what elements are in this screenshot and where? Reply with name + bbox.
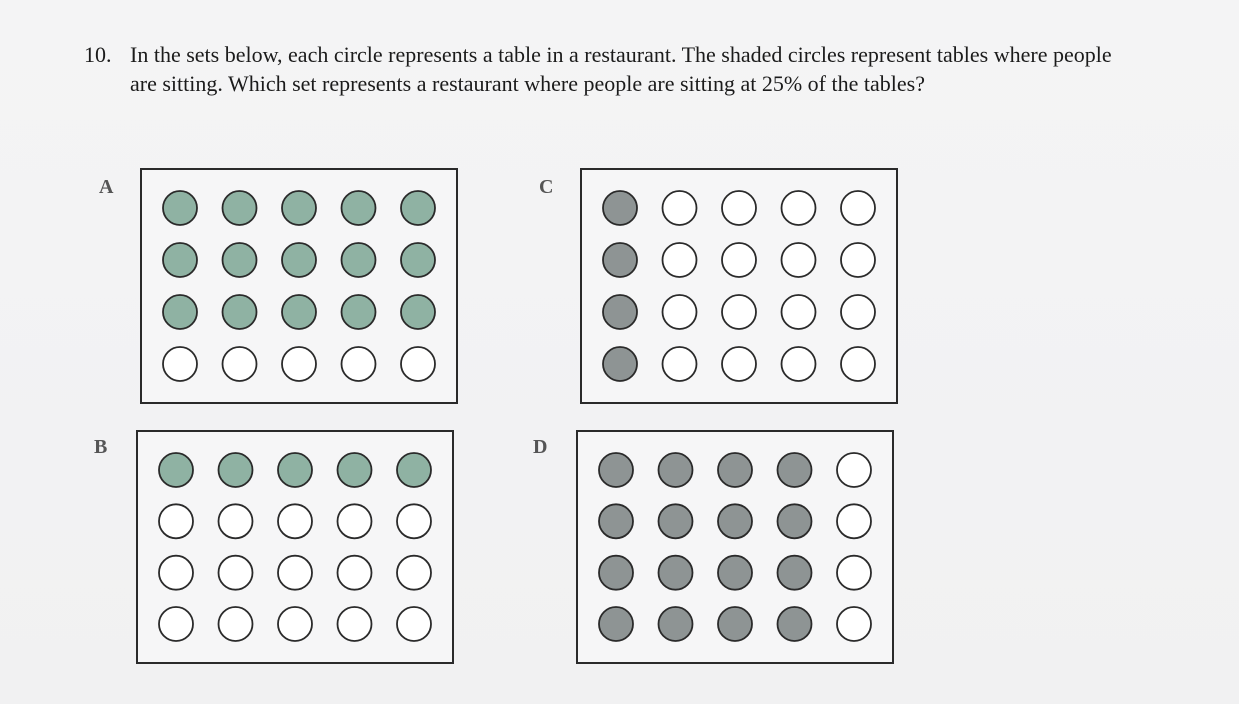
option-d-table-occupied-r3c4 [778,556,812,590]
option-label-a[interactable]: A [99,176,114,198]
option-a-table-empty-r4c2 [223,347,257,381]
option-label-c[interactable]: C [539,176,554,198]
option-a-table-occupied-r2c2 [223,243,257,277]
option-b-table-empty-r2c2 [219,504,253,538]
option-label-b[interactable]: B [94,436,108,458]
option-c-table-empty-r2c5 [841,243,875,277]
option-d-table-empty-r4c5 [837,607,871,641]
option-b-table-empty-r4c1 [159,607,193,641]
option-d-table-occupied-r2c3 [718,504,752,538]
option-d-table-occupied-r1c2 [659,453,693,487]
question-text: In the sets below, each circle represents a table in a restaurant. The shaded circles represent tables where people are sitting. Which set represents a restaurant where people are sitting at 25% of the tables? [130,42,1112,96]
option-d-table-empty-r2c5 [837,504,871,538]
option-b-table-empty-r3c5 [397,556,431,590]
option-b-table-empty-r2c5 [397,504,431,538]
option-b-table-empty-r3c4 [338,556,372,590]
option-c-table-empty-r4c3 [722,347,756,381]
option-b-table-empty-r4c3 [278,607,312,641]
option-b-table-occupied-r1c2 [219,453,253,487]
option-a-table-empty-r4c1 [163,347,197,381]
option-a-table-occupied-r1c2 [223,191,257,225]
option-a-table-occupied-r1c4 [342,191,376,225]
option-a-table-occupied-r1c5 [401,191,435,225]
option-d-table-occupied-r4c2 [659,607,693,641]
option-d-table-occupied-r1c3 [718,453,752,487]
option-d-table-occupied-r2c2 [659,504,693,538]
option-d-table-occupied-r1c4 [778,453,812,487]
option-c-table-empty-r3c4 [782,295,816,329]
option-b-table-empty-r3c3 [278,556,312,590]
option-set-d[interactable] [576,430,894,664]
option-c-table-empty-r4c4 [782,347,816,381]
option-b-table-occupied-r1c5 [397,453,431,487]
option-a-table-occupied-r2c4 [342,243,376,277]
option-b-table-empty-r2c3 [278,504,312,538]
option-b-table-empty-r4c2 [219,607,253,641]
option-c-table-empty-r1c5 [841,191,875,225]
option-a-table-occupied-r3c4 [342,295,376,329]
question-number: 10. [84,42,112,67]
option-c-table-empty-r1c3 [722,191,756,225]
option-d-table-occupied-r4c3 [718,607,752,641]
option-a-table-occupied-r2c1 [163,243,197,277]
option-set-d-tables [578,432,896,666]
option-c-table-empty-r3c2 [663,295,697,329]
option-c-table-empty-r2c4 [782,243,816,277]
option-c-table-occupied-r4c1 [603,347,637,381]
option-d-table-occupied-r1c1 [599,453,633,487]
option-a-table-occupied-r3c2 [223,295,257,329]
option-a-table-occupied-r2c3 [282,243,316,277]
option-c-table-empty-r4c2 [663,347,697,381]
option-c-table-occupied-r2c1 [603,243,637,277]
option-d-table-occupied-r4c1 [599,607,633,641]
option-b-table-occupied-r1c4 [338,453,372,487]
option-b-table-empty-r4c5 [397,607,431,641]
option-c-table-empty-r2c2 [663,243,697,277]
option-c-table-empty-r4c5 [841,347,875,381]
option-a-table-occupied-r3c1 [163,295,197,329]
option-d-table-occupied-r4c4 [778,607,812,641]
option-c-table-empty-r1c4 [782,191,816,225]
option-label-d[interactable]: D [533,436,548,458]
option-d-table-occupied-r2c1 [599,504,633,538]
option-a-table-occupied-r2c5 [401,243,435,277]
option-a-table-occupied-r1c1 [163,191,197,225]
option-set-a[interactable] [140,168,458,404]
option-b-table-empty-r4c4 [338,607,372,641]
option-a-table-empty-r4c4 [342,347,376,381]
option-c-table-empty-r3c3 [722,295,756,329]
option-b-table-empty-r3c2 [219,556,253,590]
option-a-table-empty-r4c5 [401,347,435,381]
option-d-table-occupied-r3c3 [718,556,752,590]
option-b-table-empty-r2c4 [338,504,372,538]
option-a-table-occupied-r3c5 [401,295,435,329]
option-set-b-tables [138,432,456,666]
option-c-table-empty-r3c5 [841,295,875,329]
option-d-table-occupied-r2c4 [778,504,812,538]
option-b-table-occupied-r1c3 [278,453,312,487]
option-d-table-empty-r1c5 [837,453,871,487]
option-d-table-occupied-r3c2 [659,556,693,590]
option-c-table-empty-r2c3 [722,243,756,277]
option-b-table-occupied-r1c1 [159,453,193,487]
option-d-table-occupied-r3c1 [599,556,633,590]
option-set-b[interactable] [136,430,454,664]
option-b-table-empty-r3c1 [159,556,193,590]
option-set-c-tables [582,170,900,406]
option-a-table-empty-r4c3 [282,347,316,381]
option-d-table-empty-r3c5 [837,556,871,590]
option-a-table-occupied-r3c3 [282,295,316,329]
option-set-c[interactable] [580,168,898,404]
option-c-table-occupied-r3c1 [603,295,637,329]
option-a-table-occupied-r1c3 [282,191,316,225]
option-c-table-occupied-r1c1 [603,191,637,225]
option-b-table-empty-r2c1 [159,504,193,538]
option-c-table-empty-r1c2 [663,191,697,225]
option-set-a-tables [142,170,460,406]
